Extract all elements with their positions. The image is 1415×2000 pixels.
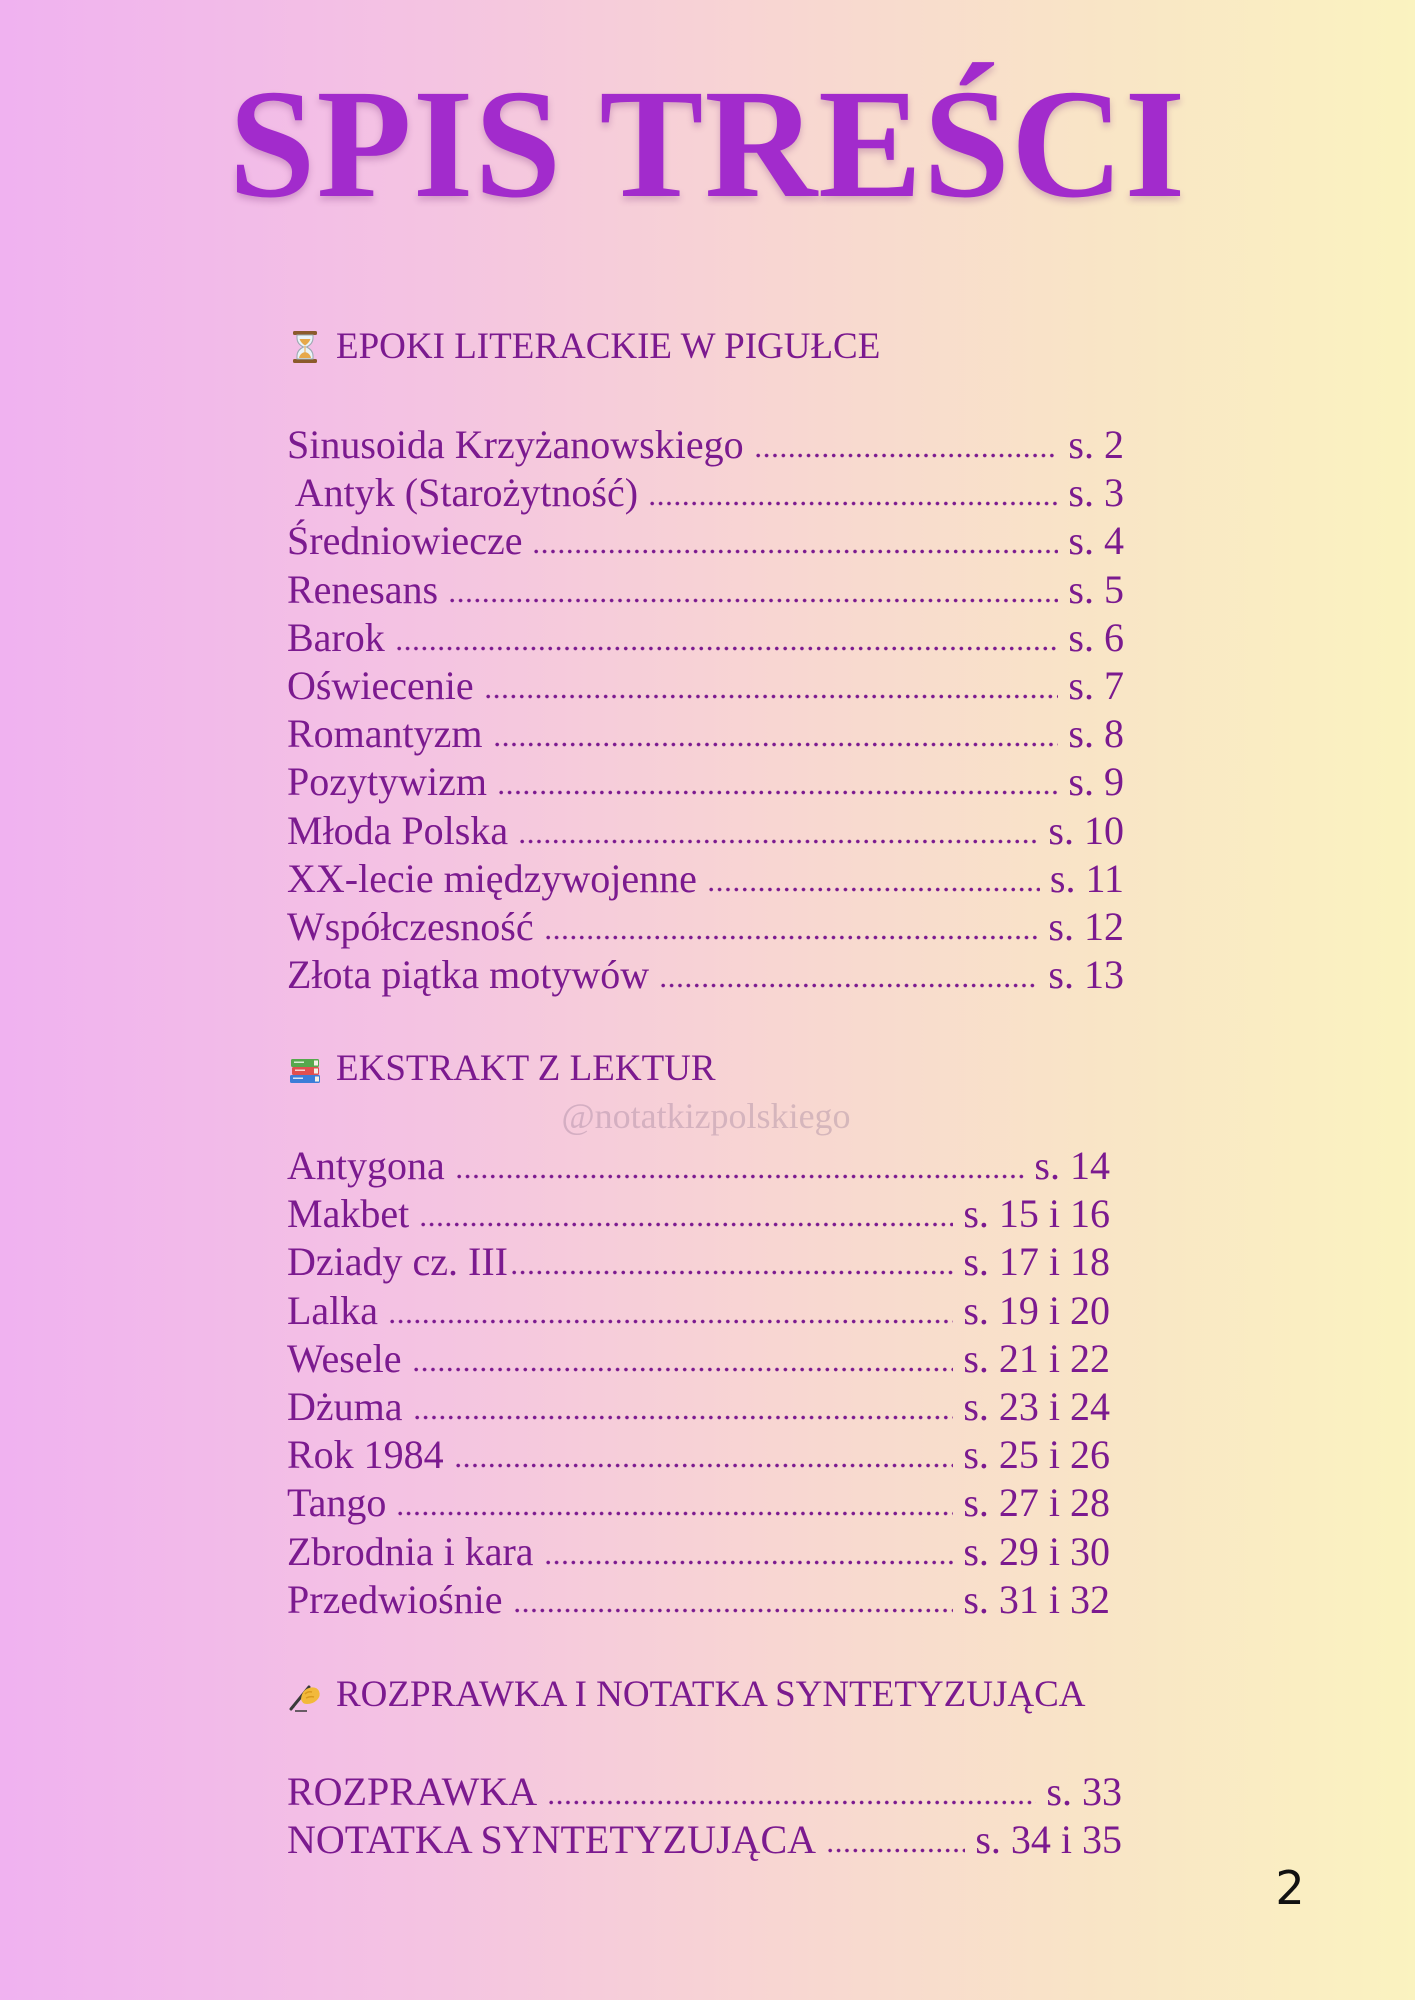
toc-entry bbox=[287, 1287, 1110, 1335]
toc-entry-page: s. 7 bbox=[1068, 662, 1124, 708]
dot-leader bbox=[544, 935, 1039, 940]
toc-entry-title: Romantyzm bbox=[287, 711, 483, 757]
toc-entry bbox=[287, 1479, 1110, 1527]
toc-entry-page: s. 4 bbox=[1068, 518, 1124, 564]
dot-leader bbox=[454, 1463, 954, 1468]
toc-entry-page: s. 11 bbox=[1049, 855, 1124, 901]
toc-entry-page: s. 14 bbox=[1034, 1143, 1110, 1188]
toc-entry-title: Sinusoida Krzyżanowskiego bbox=[287, 422, 744, 467]
toc-entry bbox=[287, 614, 1124, 662]
toc-entry bbox=[287, 1142, 1110, 1190]
toc-entry-title: Dżuma bbox=[287, 1383, 403, 1429]
toc-entry-page: s. 17 i 18 bbox=[963, 1239, 1110, 1285]
toc-entry bbox=[287, 951, 1124, 999]
toc-entry bbox=[287, 807, 1124, 855]
dot-leader bbox=[532, 549, 1058, 554]
toc-entry-page: s. 2 bbox=[1068, 422, 1124, 467]
toc-entry-title: Zbrodnia i kara bbox=[287, 1528, 534, 1574]
dot-leader bbox=[455, 1174, 1025, 1179]
toc-entry-title: Wesele bbox=[287, 1335, 402, 1381]
toc-entry bbox=[287, 1528, 1110, 1576]
toc-entry-title: Średniowiecze bbox=[287, 518, 523, 564]
dot-leader bbox=[707, 887, 1040, 892]
toc-entry-title: XX-lecie międzywojenne bbox=[287, 855, 697, 901]
section-heading-text: EKSTRAKT Z LEKTUR bbox=[336, 1048, 716, 1089]
toc-entry bbox=[287, 1190, 1110, 1238]
toc-entry-page: s. 33 bbox=[1046, 1769, 1122, 1814]
dot-leader bbox=[412, 1367, 954, 1372]
toc-entry-page: s. 31 i 32 bbox=[963, 1576, 1110, 1622]
toc-entry bbox=[287, 903, 1124, 951]
toc-entry-page: s. 21 i 22 bbox=[963, 1335, 1110, 1381]
dot-leader bbox=[448, 598, 1058, 603]
toc-entry-page: s. 12 bbox=[1048, 903, 1124, 949]
toc-entry-title: Rok 1984 bbox=[287, 1432, 444, 1478]
section-heading-text: ROZPRAWKA I NOTATKA SYNTETYZUJĄCA bbox=[336, 1674, 1086, 1715]
toc-entry bbox=[287, 1431, 1110, 1479]
toc-entry bbox=[287, 710, 1124, 758]
toc-entry-page: s. 6 bbox=[1068, 614, 1124, 660]
toc-entry bbox=[287, 421, 1124, 469]
toc-entry-page: s. 27 i 28 bbox=[963, 1480, 1110, 1526]
writing-hand-icon bbox=[287, 1677, 323, 1713]
toc-entry-title: Antyk (Starożytność) bbox=[287, 470, 639, 516]
toc-entry-page: s. 25 i 26 bbox=[963, 1432, 1110, 1478]
toc-entry-page: s. 8 bbox=[1068, 711, 1124, 757]
toc-entry-page: s. 15 i 16 bbox=[963, 1191, 1110, 1237]
toc-list-lektury bbox=[287, 1142, 1110, 1624]
toc-entry bbox=[287, 1238, 1110, 1286]
hourglass-icon bbox=[287, 329, 323, 365]
toc-entry bbox=[287, 1335, 1110, 1383]
dot-leader bbox=[413, 1415, 954, 1420]
toc-entry-title: NOTATKA SYNTETYZUJĄCA bbox=[287, 1817, 817, 1863]
dot-leader bbox=[754, 453, 1059, 458]
page-title: SPIS TREŚCI bbox=[228, 57, 1187, 230]
toc-entry bbox=[287, 566, 1124, 614]
books-icon bbox=[287, 1051, 323, 1087]
toc-entry-title: Barok bbox=[287, 614, 385, 660]
toc-list-epoki bbox=[287, 421, 1124, 999]
dot-leader bbox=[826, 1848, 965, 1853]
toc-entry-title: Antygona bbox=[287, 1143, 445, 1188]
toc-entry-title: Lalka bbox=[287, 1287, 379, 1333]
toc-entry-title: Oświecenie bbox=[287, 662, 474, 708]
dot-leader bbox=[510, 1270, 953, 1275]
toc-entry bbox=[287, 1768, 1122, 1816]
dot-leader bbox=[484, 694, 1059, 699]
toc-entry bbox=[287, 1576, 1110, 1624]
toc-entry-page: s. 19 i 20 bbox=[963, 1287, 1110, 1333]
toc-entry-title: Makbet bbox=[287, 1191, 410, 1237]
section-heading-lektury bbox=[287, 1045, 716, 1093]
toc-entry bbox=[287, 469, 1124, 517]
toc-entry bbox=[287, 1816, 1122, 1864]
toc-entry-title: Młoda Polska bbox=[287, 807, 509, 853]
toc-entry bbox=[287, 855, 1124, 903]
section-heading-epoki bbox=[287, 323, 880, 371]
dot-leader bbox=[518, 839, 1038, 844]
dot-leader bbox=[648, 501, 1058, 506]
toc-entry-title: ROZPRAWKA bbox=[287, 1769, 538, 1814]
toc-entry-page: s. 9 bbox=[1068, 759, 1124, 805]
dot-leader bbox=[395, 646, 1059, 651]
toc-entry-title: Tango bbox=[287, 1480, 387, 1526]
section-heading-text: EPOKI LITERACKIE W PIGUŁCE bbox=[336, 326, 881, 367]
dot-leader bbox=[513, 1608, 954, 1613]
toc-entry-title: Współczesność bbox=[287, 903, 534, 949]
toc-entry bbox=[287, 758, 1124, 806]
toc-entry bbox=[287, 517, 1124, 565]
dot-leader bbox=[547, 1800, 1036, 1805]
dot-leader bbox=[493, 742, 1059, 747]
toc-entry-title: Pozytywizm bbox=[287, 759, 487, 805]
watermark: @notatkizpolskiego bbox=[561, 1096, 851, 1136]
toc-entry bbox=[287, 662, 1124, 710]
dot-leader bbox=[659, 983, 1038, 988]
toc-entry-page: s. 34 i 35 bbox=[975, 1817, 1122, 1863]
dot-leader bbox=[544, 1560, 954, 1565]
toc-entry-page: s. 13 bbox=[1048, 952, 1124, 998]
dot-leader bbox=[396, 1511, 953, 1516]
toc-entry-page: s. 23 i 24 bbox=[963, 1383, 1110, 1429]
dot-leader bbox=[497, 790, 1058, 795]
toc-entry bbox=[287, 1383, 1110, 1431]
toc-entry-title: Przedwiośnie bbox=[287, 1576, 503, 1622]
toc-entry-title: Złota piątka motywów bbox=[287, 952, 650, 998]
toc-entry-title: Renesans bbox=[287, 566, 439, 612]
toc-list-rozprawka bbox=[287, 1768, 1122, 1864]
toc-entry-page: s. 5 bbox=[1068, 566, 1124, 612]
toc-entry-title: Dziady cz. III bbox=[287, 1239, 508, 1285]
toc-entry-page: s. 3 bbox=[1068, 470, 1124, 516]
page-number: 2 bbox=[1275, 1861, 1305, 1915]
section-heading-rozprawka bbox=[287, 1671, 1086, 1719]
toc-entry-page: s. 29 i 30 bbox=[963, 1528, 1110, 1574]
dot-leader bbox=[419, 1222, 953, 1227]
dot-leader bbox=[388, 1319, 953, 1324]
toc-entry-page: s. 10 bbox=[1048, 807, 1124, 853]
